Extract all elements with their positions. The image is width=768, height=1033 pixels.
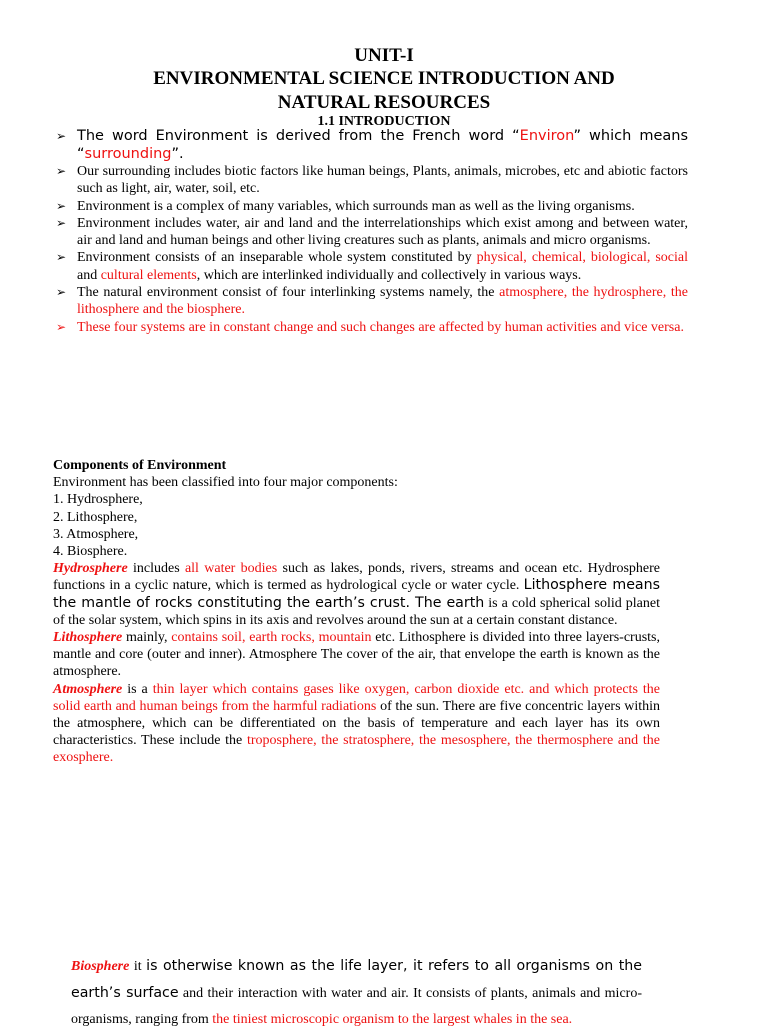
term-label: Lithosphere	[53, 630, 123, 646]
highlight-text: Environ	[519, 128, 574, 144]
highlight-text: physical, chemical, biological, social	[476, 250, 688, 266]
paragraph-text: it	[129, 959, 147, 974]
atmosphere-paragraph	[53, 681, 660, 767]
paragraph-text: mainly,	[122, 630, 172, 646]
component-list-item: 1. Hydrosphere,	[53, 492, 143, 508]
highlight-text: cultural elements	[100, 267, 197, 283]
component-list-item: 2. Lithosphere,	[53, 509, 138, 525]
highlight-text: surrounding	[84, 145, 172, 162]
arrow-bullet-icon: ➢	[56, 319, 67, 334]
bullet-text: , which are interlinked individually and collectively in various ways.	[196, 267, 582, 283]
paragraph-text: is otherwise known as the life layer, it refers to all organisms on the earth’s surface	[71, 958, 643, 1001]
paragraph-text: includes	[127, 561, 185, 577]
highlight-text: contains soil, earth rocks, mountain	[171, 630, 372, 646]
bullet-text: Environment includes water, air and land and the interrelationships which exist among and between water, air and land and human beings and other living creatures such as plants, animals and micro organisms.	[77, 215, 688, 249]
chapter-title-line1: ENVIRONMENTAL SCIENCE INTRODUCTION AND	[153, 68, 615, 89]
paragraph-text: is a cold spherical solid planet of the solar system, which spins in its axis and revolves around the sun at a certain constant distance.	[53, 595, 660, 628]
paragraph-text: of the sun. There are five concentric layers within the atmosphere, which can be differentiated on the basis of temperature and each layer has its own characteristics. These include the	[53, 698, 660, 749]
highlight-text: the tiniest microscopic organism to the largest whales in the sea.	[212, 1012, 573, 1027]
bullet-text: Environment is a complex of many variables, which surrounds man as well as the living organisms.	[77, 198, 635, 214]
paragraph-text: Lithosphere means the mantle of rocks constituting the earth’s crust. The earth	[53, 577, 660, 611]
component-list-item: 3. Atmosphere,	[53, 526, 139, 542]
bullet-item	[56, 215, 688, 250]
bullet-text: The word Environment is derived from the French word “	[77, 128, 520, 144]
unit-title: UNIT-I	[354, 45, 414, 66]
arrow-bullet-icon: ➢	[56, 198, 67, 213]
bullet-text: ”.	[171, 145, 184, 162]
bullet-item	[56, 163, 688, 198]
components-heading: Components of Environment	[53, 458, 227, 473]
bullet-item	[56, 128, 688, 163]
components-intro: Environment has been classified into four major components:	[53, 475, 398, 491]
lithosphere-paragraph	[53, 629, 660, 681]
highlight-text: thin layer which contains gases like oxygen, carbon dioxide etc. and which protects the solid earth and human beings from the harmful radiations	[53, 681, 660, 714]
arrow-bullet-icon: ➢	[56, 285, 67, 300]
components-section	[53, 457, 660, 767]
arrow-bullet-icon: ➢	[56, 215, 67, 230]
paragraph-text: and their interaction with water and air. It consists of plants, animals and micro-organisms, ranging from	[71, 986, 642, 1027]
section-heading: 1.1 INTRODUCTION	[317, 114, 451, 129]
bullet-item	[56, 198, 688, 215]
chapter-title-line2: NATURAL RESOURCES	[277, 92, 491, 113]
bullet-item	[56, 249, 688, 284]
paragraph-text: such as lakes, ponds, rivers, streams and ocean etc. Hydrosphere functions in a cyclic nature, which is termed as hydrological cycle or water cycle.	[53, 561, 660, 594]
arrow-bullet-icon: ➢	[56, 129, 67, 143]
term-label: Atmosphere	[53, 681, 123, 697]
bullet-text: The natural environment consist of four interlinking systems namely, the	[77, 285, 500, 301]
biosphere-paragraph	[71, 953, 642, 1033]
introduction-bullet-list	[56, 128, 688, 336]
bullet-text: ” which means “	[77, 128, 688, 162]
term-label: Hydrosphere	[53, 561, 128, 577]
bullet-item	[56, 284, 688, 319]
paragraph-text: etc. Lithosphere is divided into three layers-crusts, mantle and core (outer and inner). Atmosphere The cover of the air, that envelope the earth is known as the atmosphere.	[53, 630, 660, 680]
biosphere-section	[71, 953, 642, 1033]
term-label: Biosphere	[71, 959, 130, 974]
bullet-text: Our surrounding includes biotic factors like human beings, Plants, animals, microbes, etc and abiotic factors such as light, air, water, soil, etc.	[77, 164, 688, 197]
highlight-text: atmosphere, the hydrosphere, the lithosphere and the biosphere.	[77, 285, 688, 318]
bullet-text: and	[77, 267, 101, 283]
highlight-text: all water bodies	[184, 561, 278, 577]
paragraph-text: is a	[122, 681, 153, 697]
arrow-bullet-icon: ➢	[56, 164, 67, 178]
bullet-text: Environment consists of an inseparable whole system constituted by	[77, 250, 477, 266]
component-list-item: 4. Biosphere.	[53, 544, 128, 560]
bullet-item	[56, 319, 688, 336]
bullet-text: These four systems are in constant change and such changes are affected by human activities and vice versa.	[77, 319, 684, 335]
arrow-bullet-icon: ➢	[56, 250, 67, 265]
highlight-text: troposphere, the stratosphere, the mesosphere, the thermosphere and the exosphere.	[53, 733, 660, 766]
hydrosphere-paragraph	[53, 560, 660, 629]
